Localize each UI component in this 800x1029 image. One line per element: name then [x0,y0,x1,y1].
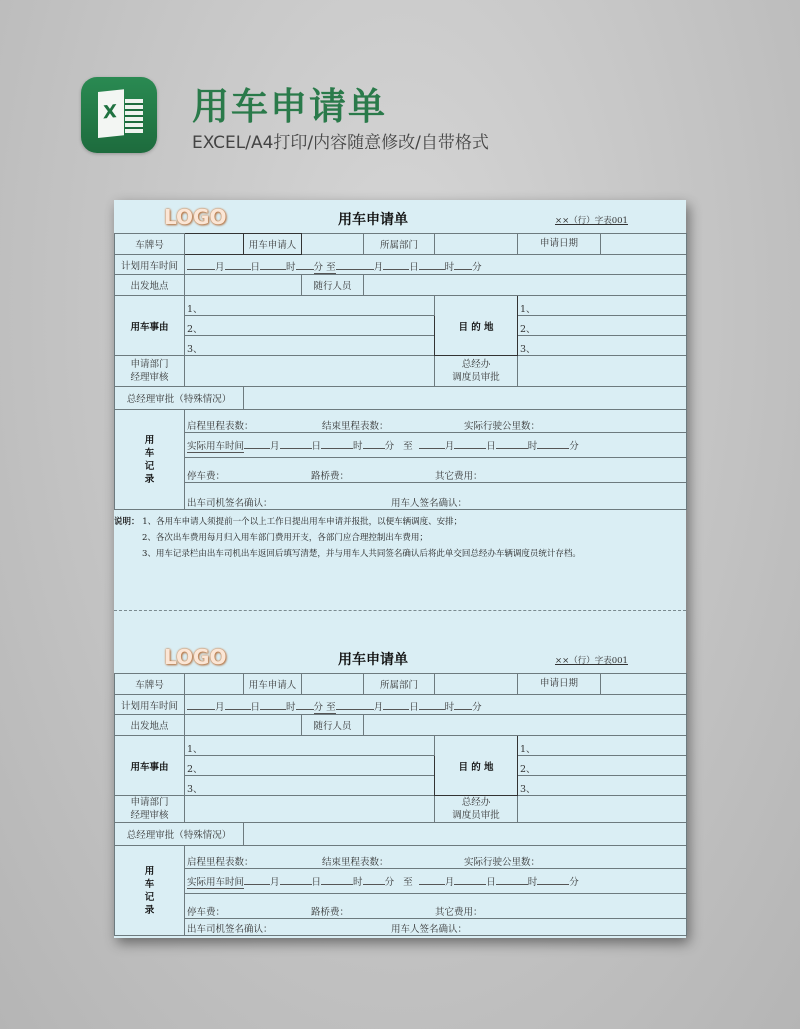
reason-label: 用车事由 [115,296,185,356]
table-row [115,823,687,846]
excel-icon [81,77,157,153]
planned-time-field[interactable]: 月 日 时 分 至 月 日 时 分 [185,695,687,715]
companions-field[interactable] [364,715,687,736]
planned-time-field[interactable]: 月 日 时 分 至 月 日 时 分 [185,255,687,275]
table-row [115,275,687,296]
plate-label: 车牌号 [115,234,185,255]
destination-item-3[interactable]: 3、 [518,336,687,356]
excel-grid-shape [125,99,143,133]
table-row [115,796,687,823]
signature-row[interactable]: 出车司机签名确认： 用车人签名确认： [185,919,687,936]
odometer-row[interactable]: 启程里程表数： 结束里程表数： 实际行驶公里数： [185,846,687,869]
vehicle-request-form-2 [114,640,686,936]
table-row [115,458,687,483]
reason-item-2[interactable]: 2、 [185,316,435,336]
banner-title: 用车申请单 [192,85,387,128]
departure-field[interactable] [185,715,302,736]
dept-approval-field[interactable] [185,356,435,387]
actual-time-row[interactable]: 实际用车时间 月 日 时 分 至 月 日 时 分 [185,869,687,894]
destination-label: 目 的 地 [435,736,518,796]
table-row [115,776,687,796]
date-cell[interactable] [518,674,687,695]
companions-label: 随行人员 [302,275,364,296]
dept-label: 所属部门 [364,674,435,695]
table-row [115,255,687,275]
dept-approval-label: 申请部门 经理审核 [115,356,185,387]
date-label: 申请日期 [518,674,601,694]
planned-time-label: 计划用车时间 [115,695,185,715]
table-row [115,483,687,510]
excel-page-shape [98,89,124,138]
table-row [115,674,687,695]
form-table [114,673,687,936]
table-row [115,316,687,336]
table-row [115,756,687,776]
logo: LOGO [164,645,227,669]
companions-label: 随行人员 [302,715,364,736]
destination-item-1[interactable]: 1、 [518,736,687,756]
applicant-field[interactable] [302,674,364,695]
table-row [115,356,687,387]
form-title: 用车申请单 [338,212,408,228]
reason-item-3[interactable]: 3、 [185,336,435,356]
dispatch-approval-field[interactable] [518,796,687,823]
gm-approval-field[interactable] [244,823,687,846]
destination-item-3[interactable]: 3、 [518,776,687,796]
table-row [115,234,687,255]
gm-approval-field[interactable] [244,387,687,410]
dispatch-approval-field[interactable] [518,356,687,387]
table-row [115,715,687,736]
form-header [114,640,686,673]
note-line-3: 3、用车记录栏由出车司机出车返回后填写清楚，并与用车人共同签名确认后将此单交回总经办车辆调度员统计存档。 [142,549,581,559]
destination-label: 目 的 地 [435,296,518,356]
date-field[interactable] [601,674,686,694]
table-row [115,296,687,316]
departure-label: 出发地点 [115,715,185,736]
record-label: 用 车 记 录 [115,846,185,936]
date-label: 申请日期 [518,234,601,254]
dept-approval-label: 申请部门 经理审核 [115,796,185,823]
table-row [115,695,687,715]
table-row [115,846,687,869]
banner-subtitle: EXCEL/A4打印/内容随意修改/自带格式 [192,133,489,153]
plate-field[interactable] [185,234,244,255]
gm-approval-label: 总经理审批（特殊情况） [115,823,244,846]
fees-row[interactable]: 停车费： 路桥费： 其它费用： [185,894,687,919]
logo: LOGO [164,205,227,229]
applicant-label: 用车申请人 [244,234,302,255]
record-label: 用 车 记 录 [115,410,185,510]
notes-section [114,514,686,562]
dept-label: 所属部门 [364,234,435,255]
destination-item-2[interactable]: 2、 [518,316,687,336]
reason-item-1[interactable]: 1、 [185,736,435,756]
dept-field[interactable] [435,234,518,255]
form-title: 用车申请单 [338,652,408,668]
dispatch-approval-label: 总经办 调度员审批 [435,796,518,823]
odometer-row[interactable]: 启程里程表数： 结束里程表数： 实际行驶公里数： [185,410,687,433]
dispatch-approval-label: 总经办 调度员审批 [435,356,518,387]
destination-item-2[interactable]: 2、 [518,756,687,776]
plate-label: 车牌号 [115,674,185,695]
table-row [115,387,687,410]
gm-approval-label: 总经理审批（特殊情况） [115,387,244,410]
reason-label: 用车事由 [115,736,185,796]
form-header [114,200,686,233]
reason-item-3[interactable]: 3、 [185,776,435,796]
reason-item-2[interactable]: 2、 [185,756,435,776]
fees-row[interactable]: 停车费： 路桥费： 其它费用： [185,458,687,483]
table-row [115,410,687,433]
table-row [115,894,687,919]
companions-field[interactable] [364,275,687,296]
dept-approval-field[interactable] [185,796,435,823]
destination-item-1[interactable]: 1、 [518,296,687,316]
applicant-field[interactable] [302,234,364,255]
table-row [115,869,687,894]
vehicle-request-form-1 [114,200,686,559]
excel-letter: X [103,101,117,124]
table-row [115,433,687,458]
departure-field[interactable] [185,275,302,296]
note-line-1: 说明： 1、各用车申请人须提前一个以上工作日提出用车申请并报批，以便车辆调度、安排； [114,517,463,527]
form-table [114,233,687,510]
form-code: ××（行）字表001 [555,656,628,666]
spreadsheet-page [114,200,686,938]
date-cell[interactable] [518,234,687,255]
dept-field[interactable] [435,674,518,695]
note-line-2: 2、各次出车费用每月归入用车部门费用开支，各部门应合理控制出车费用； [142,533,428,543]
table-row [115,336,687,356]
table-row [115,919,687,936]
applicant-label: 用车申请人 [244,674,302,695]
form-code: ××（行）字表001 [555,216,628,226]
plate-field[interactable] [185,674,244,695]
signature-row[interactable]: 出车司机签名确认： 用车人签名确认： [185,483,687,510]
page-break-line [114,610,686,611]
actual-time-row[interactable]: 实际用车时间 月 日 时 分 至 月 日 时 分 [185,433,687,458]
reason-item-1[interactable]: 1、 [185,296,435,316]
planned-time-label: 计划用车时间 [115,255,185,275]
table-row [115,736,687,756]
date-field[interactable] [601,234,686,254]
departure-label: 出发地点 [115,275,185,296]
